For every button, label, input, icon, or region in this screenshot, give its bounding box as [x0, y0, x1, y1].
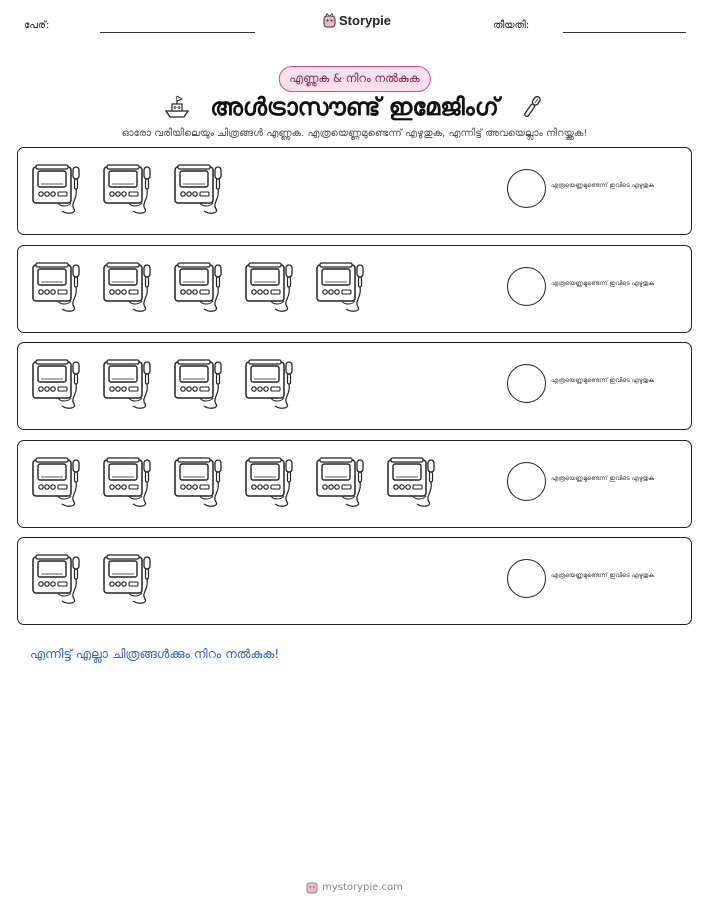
ultrasound-machine-icon: [30, 161, 86, 217]
row-pictures: [30, 551, 157, 607]
name-field-line[interactable]: [100, 32, 255, 33]
write-here-hint: എത്രയെണ്ണമുണ്ടെന്ന് ഇവിടെ എഴുതുക: [551, 475, 654, 482]
counting-row: [17, 440, 692, 528]
storypie-logo: [323, 13, 391, 28]
answer-circle[interactable]: [507, 559, 546, 598]
answer-circle[interactable]: [507, 169, 546, 208]
write-here-hint: എത്രയെണ്ണമുണ്ടെന്ന് ഇവിടെ എഴുതുക: [551, 280, 654, 287]
activity-badge: എണ്ണുക & നിറം നൽകുക: [278, 66, 430, 92]
site-url: mystorypie.com: [322, 881, 403, 893]
answer-circle[interactable]: [507, 267, 546, 306]
ultrasound-machine-icon: [385, 454, 441, 510]
date-label: തീയതി:: [493, 20, 530, 31]
ultrasound-machine-icon: [101, 161, 157, 217]
ultrasound-machine-icon: [30, 551, 86, 607]
ultrasound-machine-icon: [172, 259, 228, 315]
counting-row: [17, 537, 692, 625]
ultrasound-machine-icon: [243, 356, 299, 412]
ultrasound-machine-icon: [172, 356, 228, 412]
ultrasound-machine-icon: [314, 259, 370, 315]
counting-row: [17, 245, 692, 333]
storypie-mascot-icon: [323, 13, 336, 28]
row-pictures: [30, 356, 299, 412]
color-instruction: എന്നിട്ട് എല്ലാ ചിത്രങ്ങൾക്കും നിറം നൽകുക!: [30, 646, 280, 661]
ultrasound-machine-icon: [172, 454, 228, 510]
ultrasound-machine-icon: [101, 551, 157, 607]
ultrasound-machine-icon: [101, 454, 157, 510]
row-pictures: [30, 259, 370, 315]
ultrasound-machine-icon: [30, 454, 86, 510]
row-pictures: [30, 161, 228, 217]
storypie-mascot-icon: [306, 880, 318, 894]
answer-circle[interactable]: [507, 462, 546, 501]
ultrasound-machine-icon: [101, 259, 157, 315]
boat-icon: [162, 92, 192, 122]
ultrasound-machine-icon: [243, 454, 299, 510]
title-row: [0, 90, 709, 124]
write-here-hint: എത്രയെണ്ണമുണ്ടെന്ന് ഇവിടെ എഴുതുക: [551, 572, 654, 579]
instruction-text: ഓരോ വരിയിലെയും ചിത്രങ്ങൾ എണ്ണുക. എത്രയെണ്ണമുണ്ടെന്ന് എഴുതുക, എന്നിട്ട് അവയെല്ലാം നിറയ്ക്കുക!: [121, 128, 588, 139]
ultrasound-probe-icon: [517, 92, 547, 122]
ultrasound-machine-icon: [314, 454, 370, 510]
ultrasound-machine-icon: [101, 356, 157, 412]
ultrasound-machine-icon: [30, 259, 86, 315]
ultrasound-machine-icon: [243, 259, 299, 315]
ultrasound-machine-icon: [30, 356, 86, 412]
counting-row: [17, 147, 692, 235]
date-field-line[interactable]: [563, 32, 686, 33]
answer-circle[interactable]: [507, 364, 546, 403]
page-title: അൾട്രാസൗണ്ട് ഇമേജിംഗ്: [210, 93, 499, 121]
row-pictures: [30, 454, 441, 510]
brand-name: Storypie: [339, 13, 392, 28]
write-here-hint: എത്രയെണ്ണമുണ്ടെന്ന് ഇവിടെ എഴുതുക: [551, 182, 654, 189]
name-label: പേര്:: [24, 20, 50, 31]
site-footer: [0, 880, 709, 894]
ultrasound-machine-icon: [172, 161, 228, 217]
write-here-hint: എത്രയെണ്ണമുണ്ടെന്ന് ഇവിടെ എഴുതുക: [551, 377, 654, 384]
counting-row: [17, 342, 692, 430]
